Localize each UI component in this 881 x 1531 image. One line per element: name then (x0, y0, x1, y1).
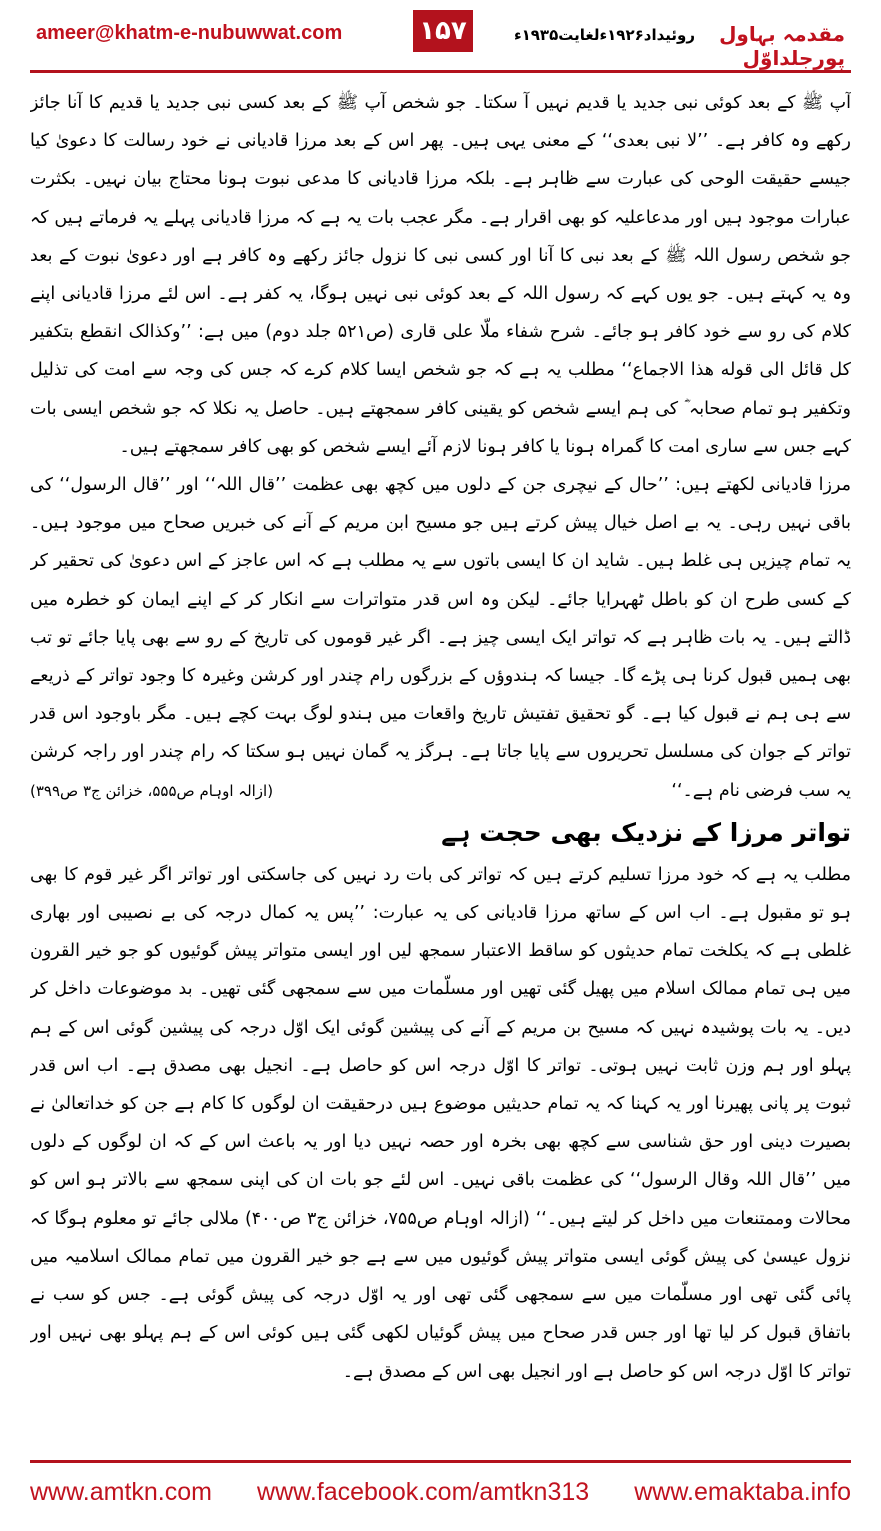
page-header (0, 0, 881, 70)
footer-link-amtkn[interactable]: www.amtkn.com (30, 1477, 212, 1506)
paragraph-1: آپ ﷺ کے بعد کوئی نبی جدید یا قدیم نہیں آ سکتا۔ جو شخص آپ ﷺ کے بعد کسی نبی جدید یا قدیم کا آنا جائز رکھے وہ کافر ہے۔ ’’لا نبی بعدی‘‘ کے معنی یہی ہیں۔ پھر اس کے بعد مرزا قادیانی نے خود رسالت کا دعویٰ کیا جیسے حقیقت الوحی کی عبارت سے ظاہر ہے۔ بلکہ مرزا قادیانی کا مدعی نبوت ہونا محتاج بیان نہیں۔ بکثرت عبارات موجود ہیں اور مدعاعلیہ کو بھی اقرار ہے۔ مگر عجب بات یہ ہے کہ مرزا قادیانی پہلے یہ فرماتے ہیں کہ جو شخص رسول اللہ ﷺ کے بعد نبی کا آنا اور کسی نبی کا نزول جائز رکھے وہ کافر ہے اور دعویٰ نبوت کے بعد وہ یہ کہتے ہیں۔ جو یوں کہے کہ رسول اللہ کے بعد کوئی نبی نہیں ہوگا، یہ کفر ہے۔ اس لئے مرزا قادیانی اپنے کلام کی رو سے خود کافر ہو جائے۔ شرح شفاء ملّا علی قاری (ص۵۲۱ جلد دوم) میں ہے: ’’وکذالک انقطع بتکفیر کل قائل الی قوله هذا الاجماع‘‘ مطلب یہ ہے کہ جو شخص ایسا کلام کرے کہ جس کی وجہ سے امت کی تذلیل وتکفیر ہو تمام صحابہ ؓ کی ہم ایسے شخص کو یقینی کافر سمجھتے ہیں۔ حاصل یہ نکلا کہ جو شخص ایسی بات کہے جس سے ساری امت کا گمراہ ہونا یا کافر ہونا لازم آئے ایسے شخص کو بھی کافر سمجھتے ہیں۔ (30, 93, 851, 457)
footer-link-facebook[interactable]: www.facebook.com/amtkn313 (257, 1477, 590, 1506)
paragraph-3: مطلب یہ ہے کہ خود مرزا تسلیم کرتے ہیں کہ تواتر کی بات رد نہیں کی جاسکتی اور تواتر اگر غیر قوم کا بھی ہو تو مقبول ہے۔ اب اس کے ساتھ مرزا قادیانی کی یہ عبارت: ’’پس یہ کمال درجہ کی بے نصیبی اور بھاری غلطی ہے کہ یکلخت تمام حدیثوں کو ساقط الاعتبار سمجھ لیں اور ایسی متواتر پیش گوئیوں کو جو خیر القرون میں ہی تمام ممالک اسلام میں پھیل گئی تھیں اور مسلّمات میں سے سمجھی گئی تھیں۔ بد موضوعات داخل کر دیں۔ یہ بات پوشیدہ نہیں کہ مسیح بن مریم کے آنے کی پیشین گوئی ایک اوّل درجہ کی پیشین گوئی اس کے ہم پہلو اور ہم وزن ثابت نہیں ہوتی۔ تواتر کا اوّل درجہ اس کو حاصل ہے۔ انجیل بھی مصدق ہے۔ اب اس قدر ثبوت پر پانی پھیرنا اور یہ کہنا کہ یہ تمام حدیثیں موضوع ہیں درحقیقت ان لوگوں کا کام ہے جن کو خداتعالیٰ نے بصیرت دینی اور حق شناسی سے کچھ بھی بخرہ اور حصہ نہیں دیا اور یہ باعث اس کے کہ ان لوگوں کے دلوں میں ’’قال اللہ وقال الرسول‘‘ کی عظمت باقی نہیں۔ اس لئے جو بات ان کی اپنی سمجھ سے بالاتر ہو اس کو محالات وممتنعات میں داخل کر لیتے ہیں۔‘‘ (ازالہ اوہام ص۷۵۵، خزائن ج۳ ص۴۰۰) ملالی جائے تو معلوم ہوگا کہ نزول عیسیٰ کی پیش گوئی ایسی متواتر پیش گوئیوں میں سے ہے جو خیر القرون میں تمام ممالک اسلامیہ میں پائی گئی تھی اور مسلّمات میں سے سمجھی گئی تھی اور یہ اوّل درجہ کی پیش گوئی ہے۔ جس کو سب نے باتفاق قبول کر لیا تھا اور جس قدر صحاح میں پیش گوئیاں لکھی گئی ہیں کوئی اس کے ہم پہلو بھی نہیں اور تواتر کا اوّل درجہ اس کو حاصل ہے اور انجیل بھی اس کے مصدق ہے۔ (30, 864, 851, 1382)
email-address[interactable]: ameer@khatm-e-nubuwwat.com (36, 22, 343, 44)
book-title: مقدمہ بہاول پورجلداوّل (719, 22, 845, 70)
page-number: ۱۵۷ (413, 10, 473, 52)
citation-reference: (ازالہ اوہام ص۵۵۵، خزائن ج۳ ص۳۹۹) (30, 781, 274, 800)
page-footer (30, 1472, 851, 1512)
page-body (30, 84, 851, 1454)
paragraph-2-text: مرزا قادیانی لکھتے ہیں: ’’حال کے نیچری جن کے دلوں میں کچھ بھی عظمت ’’قال اللہ‘‘ اور ’’قال الرسول‘‘ کی باقی نہیں رہی۔ یہ بے اصل خیال پیش کرتے ہیں جو مسیح ابن مریم کے آنے کی خبریں صحاح میں موجود ہیں۔ یہ تمام چیزیں ہی غلط ہیں۔ شاید ان کا ایسی باتوں سے یہ مطلب ہے کہ اس عاجز کے اس دعویٰ کی تحقیر کر کے کسی طرح ان کو باطل ٹھہرایا جائے۔ لیکن وہ اس قدر متواترات سے انکار کر کے اپنے ایمان کو خطرہ میں ڈالتے ہیں۔ یہ بات ظاہر ہے کہ تواتر ایک ایسی چیز ہے۔ اگر غیر قوموں کی تاریخ کے رو سے بھی پایا جائے تو تب بھی ہمیں قبول کرنا ہی پڑے گا۔ جیسا کہ ہندوؤں کے بزرگوں رام چندر اور کرشن وغیرہ کا وجود تواتر کے ذریعے سے ہی ہم نے قبول کیا ہے۔ گو تحقیق تفتیش تاریخ واقعات میں ہندو لوگ بہت کچے ہیں۔ مگر باوجود اس قدر تواتر کے جوان کی مسلسل تحریروں سے پایا جاتا ہے۔ ہرگز یہ گمان نہیں ہو سکتا کہ رام چندر اور راجہ کرشن یہ سب فرضی نام ہے۔‘‘ (30, 475, 851, 801)
footer-divider (30, 1460, 851, 1463)
proceedings-period: روئیداد۱۹۲۶ءلغایت۱۹۳۵ء (513, 26, 695, 44)
paragraph-2 (30, 466, 851, 810)
header-divider (30, 70, 851, 73)
section-heading: تواتر مرزا کے نزدیک بھی حجت ہے (441, 817, 851, 847)
footer-link-emaktaba[interactable]: www.emaktaba.info (634, 1477, 851, 1506)
